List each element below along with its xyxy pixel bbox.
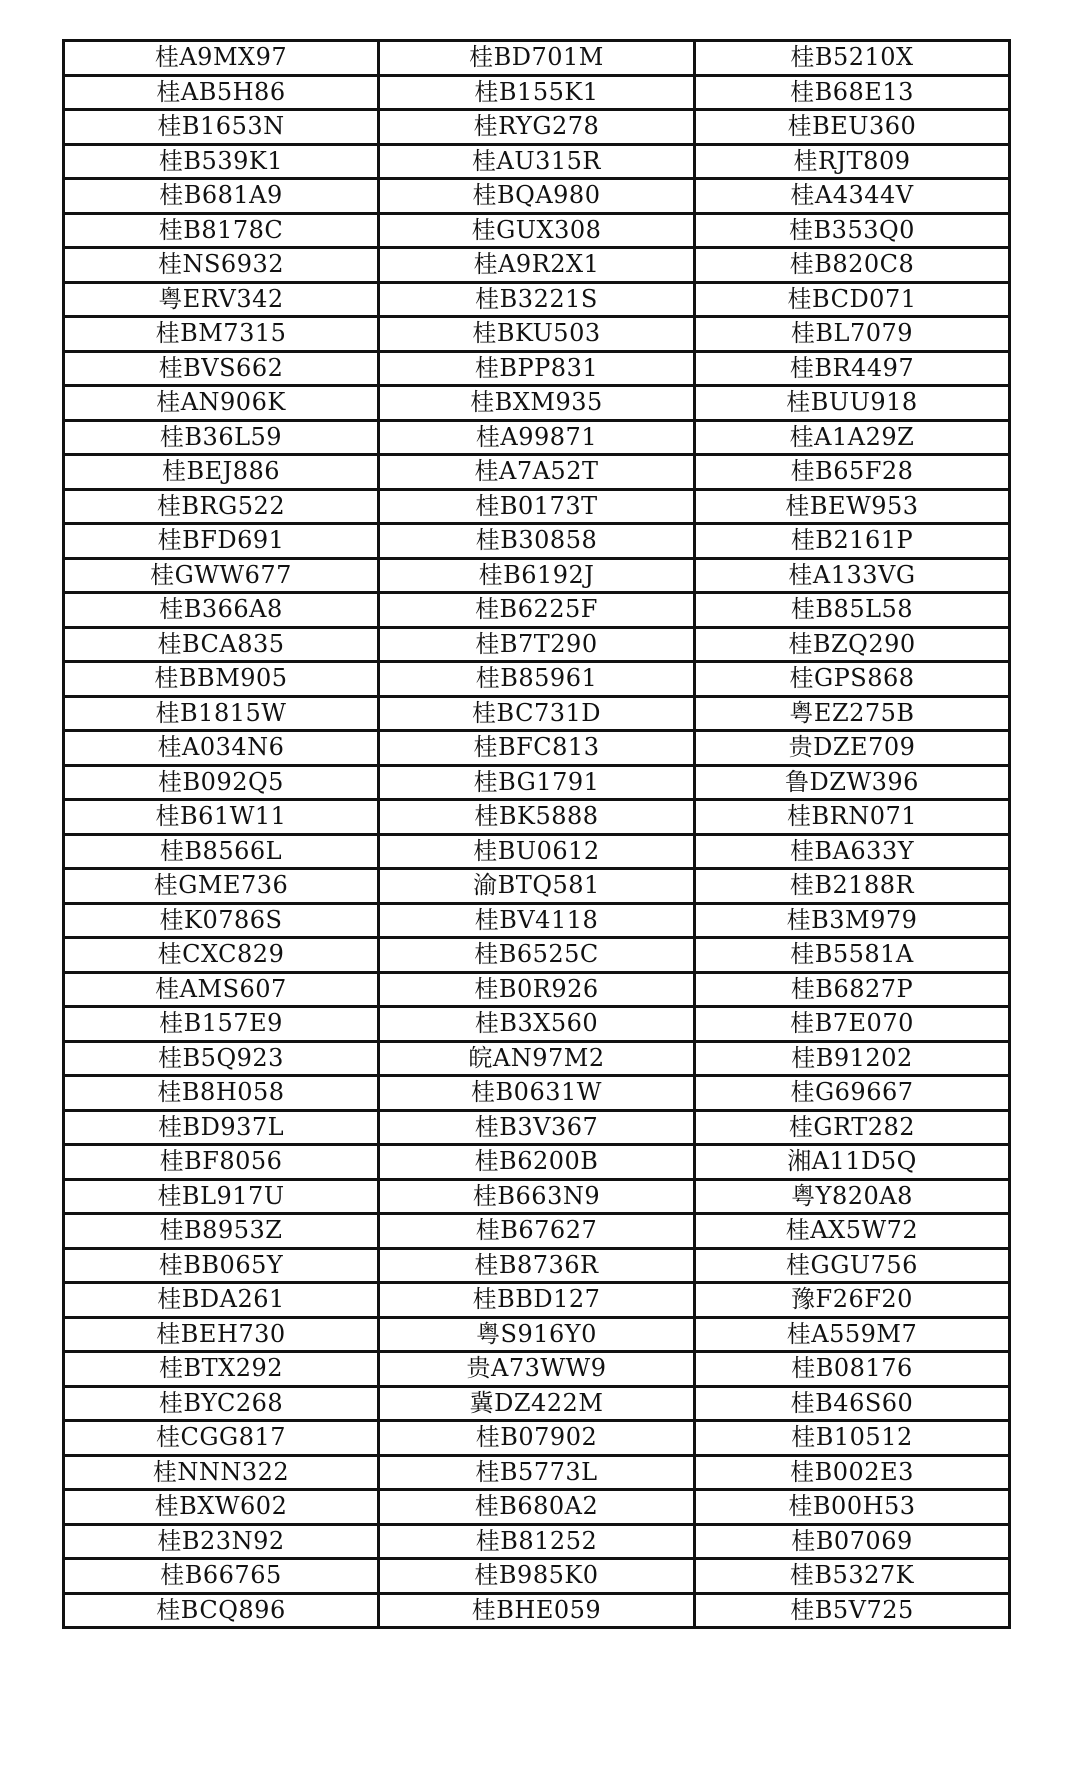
table-row bbox=[64, 282, 1010, 317]
table-row bbox=[64, 1524, 1010, 1559]
table-row bbox=[64, 558, 1010, 593]
table-row bbox=[64, 765, 1010, 800]
plate-cell: 桂BU0612 bbox=[379, 834, 695, 869]
plate-cell: 桂B3X560 bbox=[379, 1007, 695, 1042]
plate-cell: 桂B07902 bbox=[379, 1421, 695, 1456]
table-row bbox=[64, 1248, 1010, 1283]
plate-cell: 桂B820C8 bbox=[695, 248, 1010, 283]
table-row bbox=[64, 41, 1010, 76]
table-row bbox=[64, 972, 1010, 1007]
table-row bbox=[64, 420, 1010, 455]
plate-cell: 桂B68E13 bbox=[695, 75, 1010, 110]
plate-cell: 桂B65F28 bbox=[695, 455, 1010, 490]
plate-cell: 桂B3221S bbox=[379, 282, 695, 317]
table-row bbox=[64, 938, 1010, 973]
plate-cell: 湘A11D5Q bbox=[695, 1145, 1010, 1180]
plate-cell: 桂B157E9 bbox=[64, 1007, 379, 1042]
plate-cell: 桂B85961 bbox=[379, 662, 695, 697]
plate-cell: 桂A7A52T bbox=[379, 455, 695, 490]
plate-cell: 桂GGU756 bbox=[695, 1248, 1010, 1283]
plate-cell: 贵DZE709 bbox=[695, 731, 1010, 766]
table-row bbox=[64, 731, 1010, 766]
plate-cell: 桂A9MX97 bbox=[64, 41, 379, 76]
plate-cell: 桂B6525C bbox=[379, 938, 695, 973]
plate-list-sheet bbox=[62, 39, 1008, 1629]
plate-cell: 桂B353Q0 bbox=[695, 213, 1010, 248]
plate-cell: 桂AN906K bbox=[64, 386, 379, 421]
plate-cell: 桂B7E070 bbox=[695, 1007, 1010, 1042]
plate-cell: 桂BPP831 bbox=[379, 351, 695, 386]
plate-cell: 桂B46S60 bbox=[695, 1386, 1010, 1421]
plate-cell: 桂B91202 bbox=[695, 1041, 1010, 1076]
plate-cell: 桂NNN322 bbox=[64, 1455, 379, 1490]
plate-cell: 桂B539K1 bbox=[64, 144, 379, 179]
plate-cell: 桂B155K1 bbox=[379, 75, 695, 110]
table-row bbox=[64, 1421, 1010, 1456]
plate-cell: 桂A034N6 bbox=[64, 731, 379, 766]
table-row bbox=[64, 903, 1010, 938]
plate-cell: 桂BC731D bbox=[379, 696, 695, 731]
table-row bbox=[64, 75, 1010, 110]
table-row bbox=[64, 1041, 1010, 1076]
plate-cell: 桂B08176 bbox=[695, 1352, 1010, 1387]
plate-cell: 桂B07069 bbox=[695, 1524, 1010, 1559]
plate-cell: 桂B3V367 bbox=[379, 1110, 695, 1145]
plate-cell: 桂BKU503 bbox=[379, 317, 695, 352]
plate-cell: 桂B663N9 bbox=[379, 1179, 695, 1214]
plate-cell: 粤Y820A8 bbox=[695, 1179, 1010, 1214]
plate-cell: 桂B3M979 bbox=[695, 903, 1010, 938]
plate-cell: 桂BXW602 bbox=[64, 1490, 379, 1525]
plate-cell: 桂B985K0 bbox=[379, 1559, 695, 1594]
plate-cell: 桂B8953Z bbox=[64, 1214, 379, 1249]
plate-cell: 桂A4344V bbox=[695, 179, 1010, 214]
plate-cell: 桂AU315R bbox=[379, 144, 695, 179]
plate-cell: 桂GUX308 bbox=[379, 213, 695, 248]
plate-cell: 桂B8736R bbox=[379, 1248, 695, 1283]
plate-cell: 桂B8566L bbox=[64, 834, 379, 869]
plate-table bbox=[62, 39, 1011, 1629]
table-row bbox=[64, 524, 1010, 559]
plate-cell: 桂B10512 bbox=[695, 1421, 1010, 1456]
plate-cell: 桂B66765 bbox=[64, 1559, 379, 1594]
table-row bbox=[64, 1317, 1010, 1352]
table-row bbox=[64, 1593, 1010, 1628]
plate-cell: 桂B092Q5 bbox=[64, 765, 379, 800]
plate-cell: 桂BFC813 bbox=[379, 731, 695, 766]
table-row bbox=[64, 248, 1010, 283]
plate-cell: 桂B002E3 bbox=[695, 1455, 1010, 1490]
plate-cell: 桂B7T290 bbox=[379, 627, 695, 662]
plate-cell: 桂BV4118 bbox=[379, 903, 695, 938]
plate-cell: 桂CGG817 bbox=[64, 1421, 379, 1456]
plate-cell: 桂B680A2 bbox=[379, 1490, 695, 1525]
plate-cell: 桂BVS662 bbox=[64, 351, 379, 386]
plate-cell: 桂BUU918 bbox=[695, 386, 1010, 421]
plate-cell: 桂BDA261 bbox=[64, 1283, 379, 1318]
plate-cell: 桂BB065Y bbox=[64, 1248, 379, 1283]
plate-cell: 渝BTQ581 bbox=[379, 869, 695, 904]
plate-cell: 豫F26F20 bbox=[695, 1283, 1010, 1318]
plate-cell: 桂BK5888 bbox=[379, 800, 695, 835]
table-row bbox=[64, 1386, 1010, 1421]
plate-cell: 桂BF8056 bbox=[64, 1145, 379, 1180]
plate-cell: 桂B23N92 bbox=[64, 1524, 379, 1559]
plate-cell: 桂B8178C bbox=[64, 213, 379, 248]
plate-cell: 贵A73WW9 bbox=[379, 1352, 695, 1387]
plate-cell: 桂BCD071 bbox=[695, 282, 1010, 317]
plate-cell: 桂B681A9 bbox=[64, 179, 379, 214]
table-row bbox=[64, 1110, 1010, 1145]
plate-cell: 桂AB5H86 bbox=[64, 75, 379, 110]
table-row bbox=[64, 1179, 1010, 1214]
plate-table-body bbox=[64, 41, 1010, 1628]
plate-cell: 桂B8H058 bbox=[64, 1076, 379, 1111]
plate-cell: 桂A99871 bbox=[379, 420, 695, 455]
plate-cell: 桂BEW953 bbox=[695, 489, 1010, 524]
plate-cell: 桂BYC268 bbox=[64, 1386, 379, 1421]
plate-cell: 桂A9R2X1 bbox=[379, 248, 695, 283]
plate-cell: 桂BXM935 bbox=[379, 386, 695, 421]
plate-cell: 桂GME736 bbox=[64, 869, 379, 904]
table-row bbox=[64, 1283, 1010, 1318]
plate-cell: 桂B6192J bbox=[379, 558, 695, 593]
plate-cell: 桂B36L59 bbox=[64, 420, 379, 455]
plate-cell: 桂B61W11 bbox=[64, 800, 379, 835]
plate-cell: 桂BCQ896 bbox=[64, 1593, 379, 1628]
table-row bbox=[64, 869, 1010, 904]
plate-cell: 桂B0R926 bbox=[379, 972, 695, 1007]
plate-cell: 桂A559M7 bbox=[695, 1317, 1010, 1352]
plate-cell: 桂BR4497 bbox=[695, 351, 1010, 386]
plate-cell: 桂B6200B bbox=[379, 1145, 695, 1180]
table-row bbox=[64, 1490, 1010, 1525]
table-row bbox=[64, 1076, 1010, 1111]
plate-cell: 桂BRN071 bbox=[695, 800, 1010, 835]
plate-cell: 桂BEJ886 bbox=[64, 455, 379, 490]
plate-cell: 桂A133VG bbox=[695, 558, 1010, 593]
plate-cell: 桂B2161P bbox=[695, 524, 1010, 559]
plate-cell: 粤S916Y0 bbox=[379, 1317, 695, 1352]
plate-cell: 粤EZ275B bbox=[695, 696, 1010, 731]
table-row bbox=[64, 696, 1010, 731]
table-row bbox=[64, 1145, 1010, 1180]
table-row bbox=[64, 351, 1010, 386]
plate-cell: 桂BD937L bbox=[64, 1110, 379, 1145]
plate-cell: 桂B5Q923 bbox=[64, 1041, 379, 1076]
plate-cell: 桂CXC829 bbox=[64, 938, 379, 973]
plate-cell: 桂BA633Y bbox=[695, 834, 1010, 869]
plate-cell: 桂BRG522 bbox=[64, 489, 379, 524]
plate-cell: 桂BZQ290 bbox=[695, 627, 1010, 662]
plate-cell: 桂BFD691 bbox=[64, 524, 379, 559]
table-row bbox=[64, 1007, 1010, 1042]
plate-cell: 桂RYG278 bbox=[379, 110, 695, 145]
table-row bbox=[64, 834, 1010, 869]
plate-cell: 桂BTX292 bbox=[64, 1352, 379, 1387]
plate-cell: 桂GRT282 bbox=[695, 1110, 1010, 1145]
plate-cell: 桂BL917U bbox=[64, 1179, 379, 1214]
plate-cell: 桂B6225F bbox=[379, 593, 695, 628]
table-row bbox=[64, 1214, 1010, 1249]
plate-cell: 桂BEH730 bbox=[64, 1317, 379, 1352]
plate-cell: 桂B1815W bbox=[64, 696, 379, 731]
plate-cell: 桂BBD127 bbox=[379, 1283, 695, 1318]
plate-cell: 桂BL7079 bbox=[695, 317, 1010, 352]
plate-cell: 粤ERV342 bbox=[64, 282, 379, 317]
plate-cell: 桂GPS868 bbox=[695, 662, 1010, 697]
plate-cell: 桂G69667 bbox=[695, 1076, 1010, 1111]
table-row bbox=[64, 455, 1010, 490]
table-row bbox=[64, 213, 1010, 248]
plate-cell: 桂BEU360 bbox=[695, 110, 1010, 145]
plate-cell: 冀DZ422M bbox=[379, 1386, 695, 1421]
plate-cell: 桂B81252 bbox=[379, 1524, 695, 1559]
plate-cell: 桂NS6932 bbox=[64, 248, 379, 283]
plate-cell: 桂A1A29Z bbox=[695, 420, 1010, 455]
plate-cell: 桂AX5W72 bbox=[695, 1214, 1010, 1249]
plate-cell: 桂BG1791 bbox=[379, 765, 695, 800]
plate-cell: 桂B5V725 bbox=[695, 1593, 1010, 1628]
plate-cell: 桂B5581A bbox=[695, 938, 1010, 973]
table-row bbox=[64, 386, 1010, 421]
plate-cell: 皖AN97M2 bbox=[379, 1041, 695, 1076]
plate-cell: 桂K0786S bbox=[64, 903, 379, 938]
table-row bbox=[64, 317, 1010, 352]
table-row bbox=[64, 1559, 1010, 1594]
plate-cell: 桂BM7315 bbox=[64, 317, 379, 352]
plate-cell: 桂BCA835 bbox=[64, 627, 379, 662]
table-row bbox=[64, 627, 1010, 662]
plate-cell: 桂B5327K bbox=[695, 1559, 1010, 1594]
table-row bbox=[64, 1352, 1010, 1387]
plate-cell: 桂B0631W bbox=[379, 1076, 695, 1111]
table-row bbox=[64, 489, 1010, 524]
plate-cell: 桂B30858 bbox=[379, 524, 695, 559]
plate-cell: 桂B85L58 bbox=[695, 593, 1010, 628]
plate-cell: 桂B5773L bbox=[379, 1455, 695, 1490]
table-row bbox=[64, 179, 1010, 214]
plate-cell: 桂BD701M bbox=[379, 41, 695, 76]
plate-cell: 桂BHE059 bbox=[379, 1593, 695, 1628]
plate-cell: 桂RJT809 bbox=[695, 144, 1010, 179]
table-row bbox=[64, 1455, 1010, 1490]
plate-cell: 桂B1653N bbox=[64, 110, 379, 145]
table-row bbox=[64, 662, 1010, 697]
table-row bbox=[64, 144, 1010, 179]
table-row bbox=[64, 593, 1010, 628]
plate-cell: 桂B00H53 bbox=[695, 1490, 1010, 1525]
plate-cell: 鲁DZW396 bbox=[695, 765, 1010, 800]
plate-cell: 桂B67627 bbox=[379, 1214, 695, 1249]
plate-cell: 桂B366A8 bbox=[64, 593, 379, 628]
plate-cell: 桂BBM905 bbox=[64, 662, 379, 697]
plate-cell: 桂BQA980 bbox=[379, 179, 695, 214]
plate-cell: 桂AMS607 bbox=[64, 972, 379, 1007]
table-row bbox=[64, 800, 1010, 835]
plate-cell: 桂GWW677 bbox=[64, 558, 379, 593]
plate-cell: 桂B2188R bbox=[695, 869, 1010, 904]
plate-cell: 桂B6827P bbox=[695, 972, 1010, 1007]
table-row bbox=[64, 110, 1010, 145]
plate-cell: 桂B0173T bbox=[379, 489, 695, 524]
plate-cell: 桂B5210X bbox=[695, 41, 1010, 76]
